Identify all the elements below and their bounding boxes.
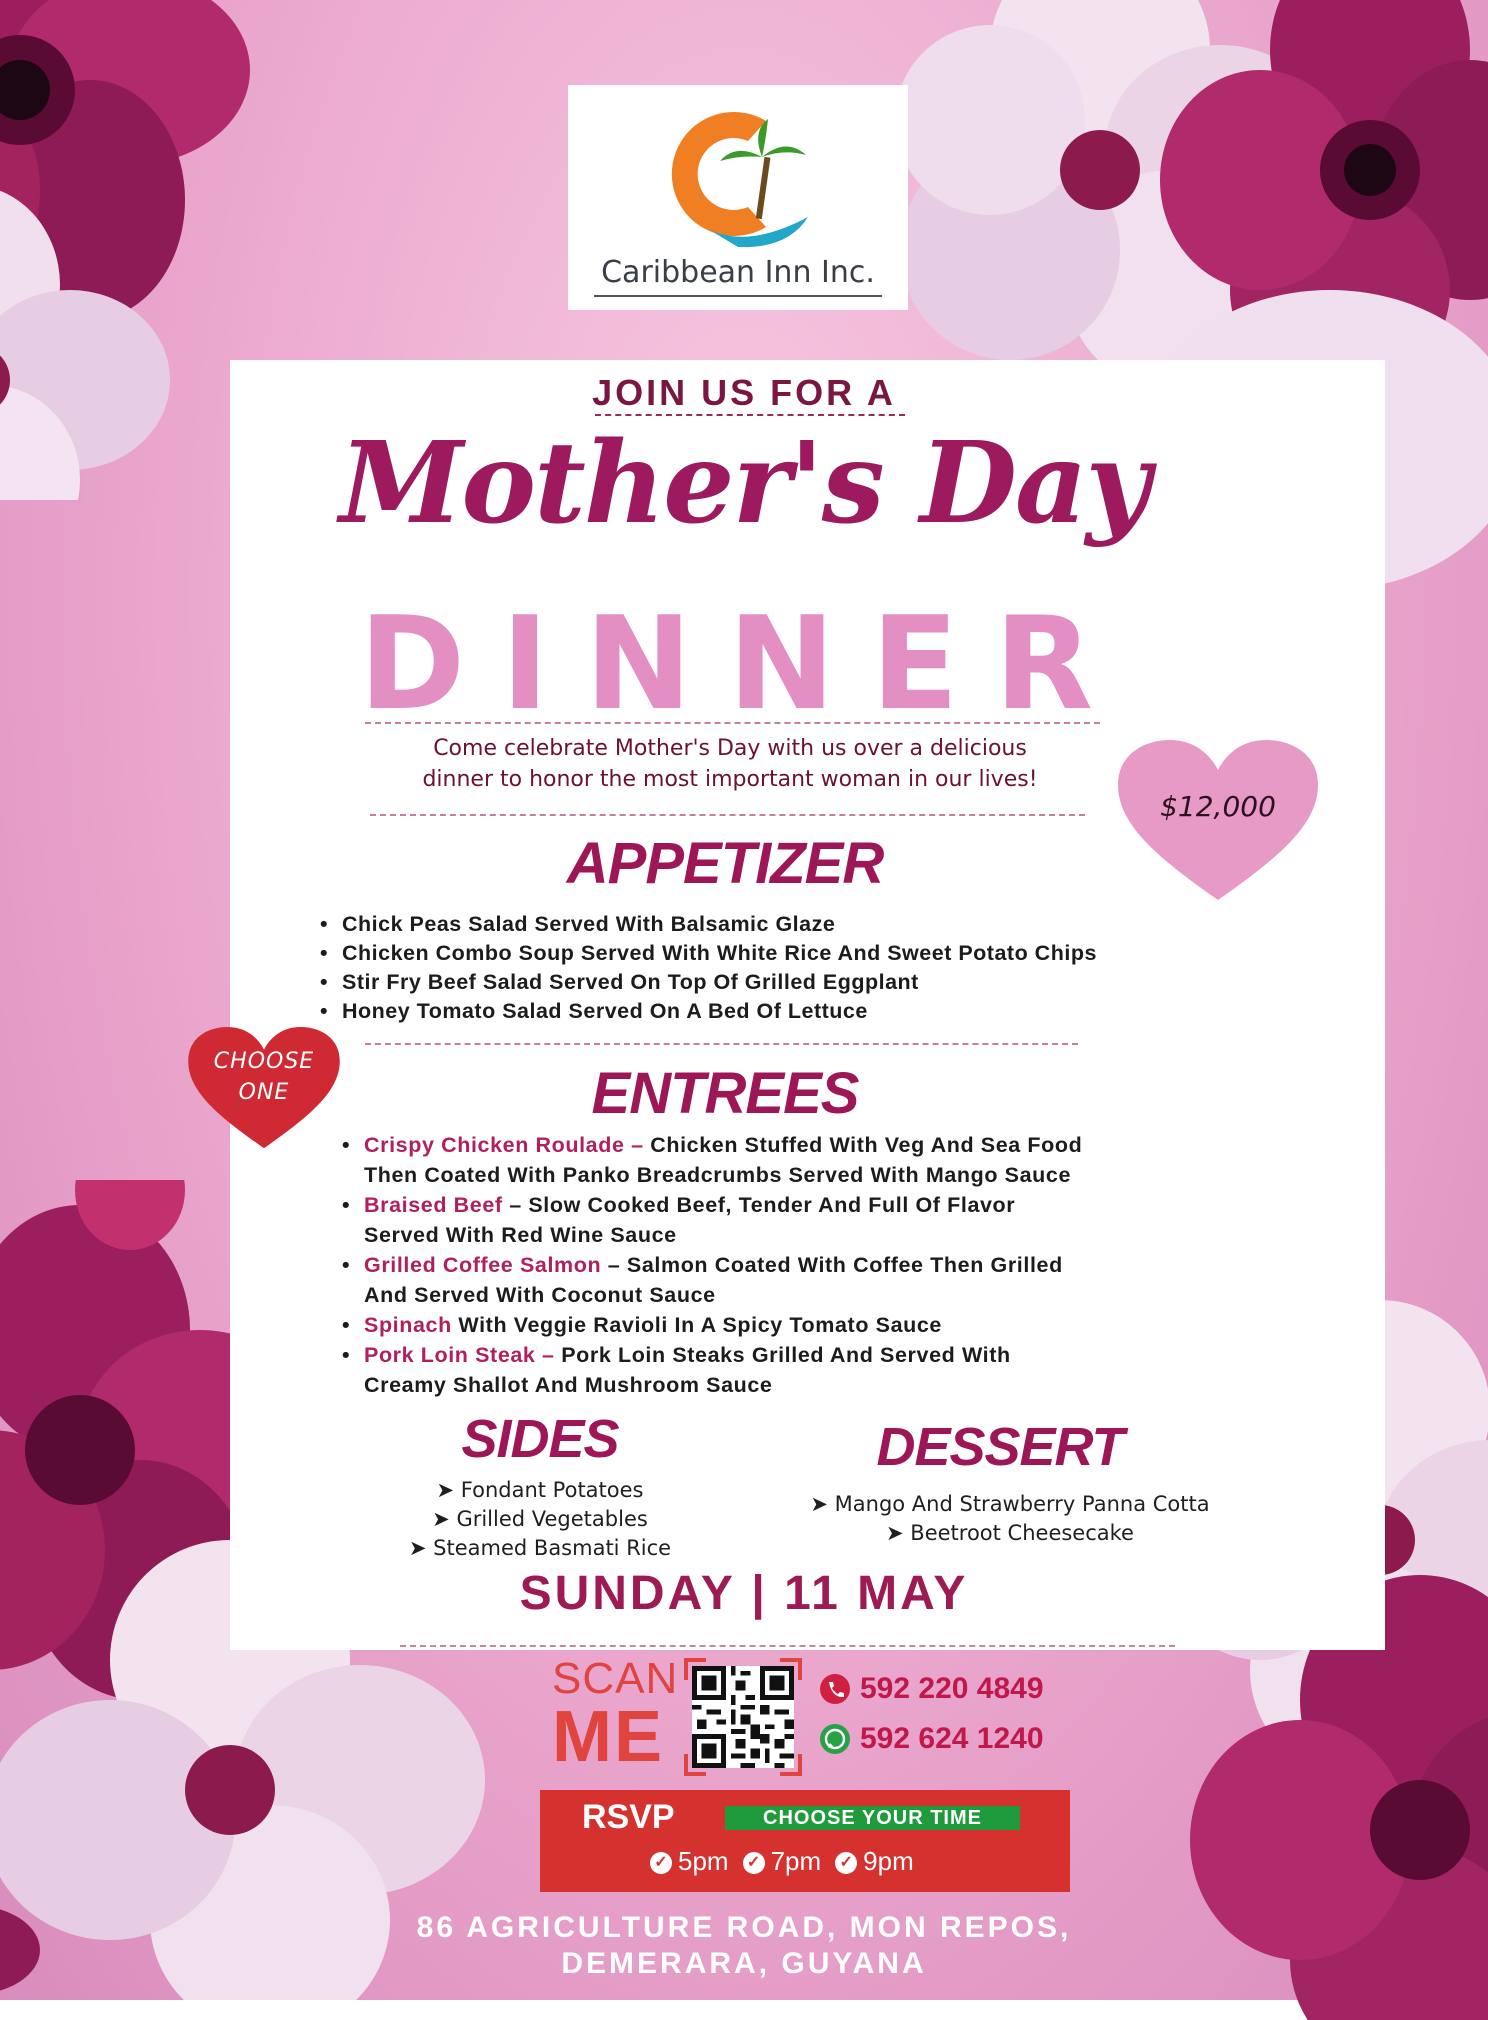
phone-number: 592 220 4849: [860, 1672, 1044, 1705]
sides-list: [360, 1476, 720, 1563]
dish-description: With Veggie Ravioli In A Spicy Tomato Sauce: [451, 1313, 942, 1337]
list-item: ➤ Mango And Strawberry Panna Cotta: [810, 1492, 1210, 1516]
badge-line: CHOOSE: [213, 1049, 315, 1074]
logo: [568, 85, 908, 310]
list-item: • Chick Peas Salad Served With Balsamic Glaze: [320, 910, 1097, 939]
dish-name: Spinach: [364, 1313, 452, 1337]
kicker-text: JOIN US FOR A: [592, 372, 896, 413]
dish-description: – Salmon Coated With Coffee Then Grilled: [601, 1253, 1063, 1277]
dish-name: Pork Loin Steak –: [364, 1343, 555, 1367]
whatsapp-number: 592 624 1240: [860, 1722, 1044, 1755]
list-item: [342, 1250, 1082, 1310]
time-options: [650, 1846, 914, 1877]
price-badge: $12,000: [1160, 790, 1276, 823]
time-option-9pm[interactable]: [835, 1846, 914, 1877]
entrees-list: [342, 1130, 1082, 1400]
list-item: [342, 1340, 1082, 1400]
badge-line: ONE: [238, 1080, 290, 1105]
divider: [400, 1645, 1175, 1647]
rsvp-label: RSVP: [582, 1798, 675, 1836]
address: [0, 1910, 1488, 1982]
appetizer-heading: APPETIZER: [566, 831, 884, 896]
intro-line: dinner to honor the most important woman in our lives!: [422, 767, 1038, 792]
caribbean-inn-logo-icon: [648, 99, 823, 249]
list-item: [342, 1310, 1082, 1340]
me-text: ME: [552, 1697, 664, 1777]
divider: [595, 414, 905, 416]
list-item: [342, 1190, 1082, 1250]
logo-wordmark: Caribbean Inn Inc.: [601, 255, 875, 290]
divider: [594, 295, 882, 297]
dish-description: Served With Red Wine Sauce: [364, 1223, 677, 1247]
intro-line: Come celebrate Mother's Day with us over a delicious: [433, 736, 1027, 761]
qr-code-icon[interactable]: [692, 1666, 794, 1768]
address-line: 86 AGRICULTURE ROAD, MON REPOS,: [416, 1911, 1072, 1944]
list-item: ➤ Fondant Potatoes: [436, 1478, 644, 1502]
list-item: ➤ Steamed Basmati Rice: [408, 1536, 672, 1560]
time-label: 5pm: [678, 1846, 729, 1876]
time-option-5pm[interactable]: [650, 1846, 729, 1877]
whatsapp-contact[interactable]: [820, 1722, 1044, 1756]
time-label: 7pm: [770, 1846, 822, 1876]
list-item: ➤ Beetroot Cheesecake: [886, 1521, 1134, 1545]
scan-me-label: [552, 1654, 679, 1777]
sides-heading: SIDES: [461, 1409, 619, 1469]
divider: [370, 814, 1085, 816]
list-item: ➤ Grilled Vegetables: [432, 1507, 648, 1531]
scan-text: SCAN: [552, 1654, 679, 1703]
entrees-heading: ENTREES: [591, 1061, 859, 1126]
time-option-7pm[interactable]: [743, 1846, 822, 1877]
divider: [365, 722, 1100, 724]
event-date: SUNDAY | 11 MAY: [519, 1567, 969, 1620]
dessert-list: [760, 1490, 1260, 1548]
phone-icon: [820, 1674, 850, 1704]
list-item: [342, 1130, 1082, 1190]
dish-name: Grilled Coffee Salmon: [364, 1253, 602, 1277]
dish-description: Chicken Stuffed With Veg And Sea Food: [643, 1133, 1083, 1157]
time-label: 9pm: [863, 1846, 914, 1876]
choose-one-badge: [188, 1046, 340, 1108]
address-line: DEMERARA, GUYANA: [561, 1947, 927, 1980]
phone-contact[interactable]: [820, 1672, 1044, 1706]
list-item: • Honey Tomato Salad Served On A Bed Of Lettuce: [320, 997, 1097, 1026]
dish-description: – Slow Cooked Beef, Tender And Full Of Flavor: [502, 1193, 1016, 1217]
big-title: DINNER: [358, 590, 1130, 739]
divider: [365, 1043, 1078, 1045]
dish-description: Creamy Shallot And Mushroom Sauce: [364, 1373, 773, 1397]
check-icon: ✓: [835, 1852, 857, 1874]
dessert-heading: DESSERT: [876, 1417, 1124, 1477]
dish-name: Braised Beef: [364, 1193, 503, 1217]
appetizer-list: [320, 910, 1097, 1026]
dish-description: Pork Loin Steaks Grilled And Served With: [554, 1343, 1011, 1367]
intro-text: [350, 733, 1110, 795]
check-icon: ✓: [743, 1852, 765, 1874]
rsvp-banner: [540, 1790, 1070, 1892]
dish-name: Crispy Chicken Roulade –: [364, 1133, 644, 1157]
list-item: • Chicken Combo Soup Served With White Rice And Sweet Potato Chips: [320, 939, 1097, 968]
script-title: Mother's Day: [339, 418, 1149, 549]
whatsapp-icon: [820, 1724, 850, 1754]
dish-description: And Served With Coconut Sauce: [364, 1283, 716, 1307]
list-item: • Stir Fry Beef Salad Served On Top Of Grilled Eggplant: [320, 968, 1097, 997]
check-icon: ✓: [650, 1852, 672, 1874]
dish-description: Then Coated With Panko Breadcrumbs Served With Mango Sauce: [364, 1163, 1071, 1187]
choose-time-label: CHOOSE YOUR TIME: [725, 1806, 1020, 1830]
